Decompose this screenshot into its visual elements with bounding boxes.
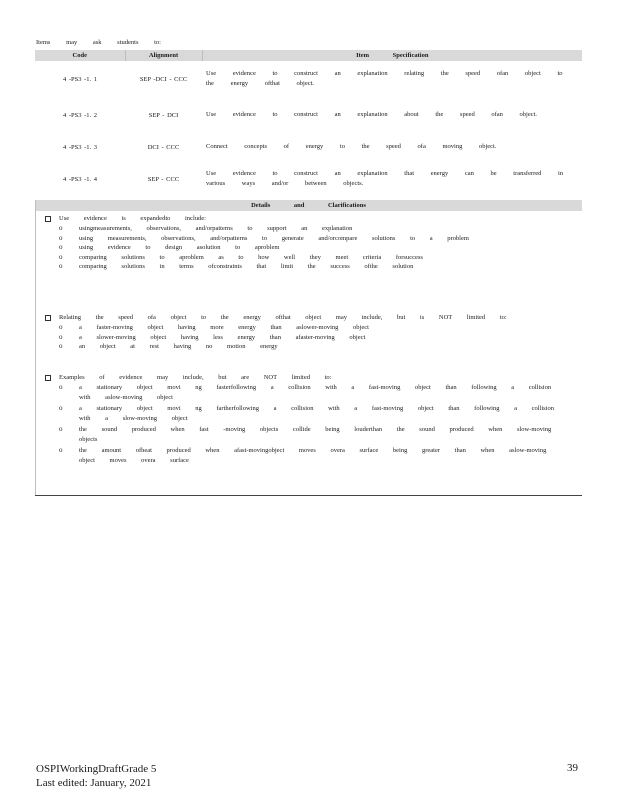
header-alignment: Alignment: [125, 50, 202, 61]
circle-bullet-icon: o: [59, 404, 63, 412]
clarification-list: [35, 224, 582, 272]
circle-bullet-icon: o: [59, 262, 63, 270]
list-item: [59, 243, 582, 253]
list-item-text: a faster-moving object having more energy than aslower-moving object: [79, 324, 369, 331]
lead-text: Items may ask students to:: [36, 39, 161, 46]
clarification-head-text: Relating the speed ofa object to the energy ofthat object may include, but is NOT limited to:: [59, 314, 507, 321]
circle-bullet-icon: o: [59, 224, 63, 232]
header-item-specification: Item Specification: [202, 50, 582, 61]
footer: [36, 762, 156, 790]
clarification-examples: [35, 373, 582, 465]
list-item-text: usingmeasurements, observations, and/orpatterns to support an explanation: [79, 225, 353, 232]
circle-bullet-icon: o: [59, 383, 63, 391]
clarification-head: [35, 313, 582, 323]
header-code: Code: [35, 50, 125, 61]
circle-bullet-icon: o: [59, 323, 63, 331]
circle-bullet-icon: o: [59, 233, 63, 242]
row-code: 4 -PS3 -1. 1: [62, 75, 98, 83]
section-bottom-rule: [35, 495, 582, 496]
table-header-row: [35, 50, 582, 61]
list-item-text: comparing solutions in terms ofconstraints that limit the success ofthe solution: [79, 263, 414, 270]
footer-doc-title: OSPIWorkingDraftGrade 5: [36, 763, 157, 775]
list-item-text: a stationary object movi ng fartherfollowing a collision with a fast-moving object than following a collision with a slow-moving object: [79, 405, 554, 422]
table-row: [35, 61, 582, 97]
row-alignment: SEP - CCC: [147, 175, 180, 183]
circle-bullet-icon: o: [59, 252, 63, 261]
clarification-list: [35, 383, 582, 465]
list-item-text: the amount ofheat produced when afast-movingobject moves overa surface being greater than when aslow-moving object moves overa surface: [79, 447, 547, 464]
clarification-head-text: Use evidence is expandedto include:: [59, 215, 206, 222]
circle-bullet-icon: o: [59, 332, 63, 341]
list-item-text: using evidence to design asolution to aproblem: [79, 244, 280, 251]
row-spec: Use evidence to construct an explanation about the speed ofan object.: [206, 111, 538, 118]
circle-bullet-icon: o: [59, 342, 63, 350]
page-number: 39: [567, 762, 578, 774]
list-item: [59, 383, 582, 402]
clarification-list: [35, 323, 582, 352]
row-spec: Connect concepts of energy to the speed ofa moving object.: [206, 143, 497, 150]
list-item: [59, 224, 582, 234]
clarification-head: [35, 373, 582, 383]
row-code: 4 -PS3 -1. 4: [62, 175, 98, 183]
row-alignment: SEP - DCI: [148, 111, 179, 119]
details-header: Details and Clarifications: [35, 200, 582, 211]
list-item-text: comparing solutions to aproblem as to how well they meet criteria forsuccess: [79, 253, 423, 261]
row-alignment: SEP -DCI - CCC: [139, 75, 188, 83]
table-row: [35, 97, 582, 133]
table-row: [35, 133, 582, 161]
circle-bullet-icon: o: [59, 425, 63, 433]
circle-bullet-icon: o: [59, 243, 63, 251]
list-item: [59, 233, 582, 244]
row-spec: Use evidence to construct an explanation relating the speed ofan object to the energy ofthat object.: [206, 70, 563, 87]
circle-bullet-icon: o: [59, 446, 63, 454]
row-code: 4 -PS3 -1. 3: [62, 143, 98, 151]
list-item: [59, 404, 582, 423]
square-bullet-icon: [45, 315, 51, 321]
clarification-head: [35, 214, 582, 224]
list-item-text: a slower-moving object having less energy than afaster-moving object: [79, 333, 366, 341]
list-item-text: using measurements, observations, and/orpatterns to generate and/orcompare solutions to a problem: [79, 234, 469, 242]
row-code: 4 -PS3 -1. 2: [62, 111, 98, 119]
list-item-text: a stationary object movi ng fasterfollowing a collision with a fast-moving object than following a collision with aslow-moving object: [79, 384, 552, 401]
clarification-head-text: Examples of evidence may include, but are NOT limited to:: [59, 374, 332, 381]
list-item-text: an object at rest having no motion energy: [79, 343, 278, 350]
list-item: [59, 446, 582, 465]
clarification-evidence: [35, 214, 582, 272]
item-spec-table: [35, 50, 582, 197]
footer-last-edited: Last edited: January, 2021: [36, 777, 152, 789]
list-item: [59, 262, 582, 272]
square-bullet-icon: [45, 375, 51, 381]
list-item: [59, 332, 582, 343]
list-item: [59, 342, 582, 352]
list-item-text: the sound produced when fast -moving objects collide being louderthan the sound produced when slow-moving objects: [79, 426, 552, 443]
table-row: [35, 161, 582, 197]
row-alignment: DCI - CCC: [147, 143, 180, 151]
clarification-relating: [35, 313, 582, 352]
list-item: [59, 425, 582, 444]
list-item: [59, 323, 582, 333]
list-item: [59, 252, 582, 263]
row-spec: Use evidence to construct an explanation that energy can be transferred in various ways and/or between objects.: [206, 170, 564, 187]
square-bullet-icon: [45, 216, 51, 222]
